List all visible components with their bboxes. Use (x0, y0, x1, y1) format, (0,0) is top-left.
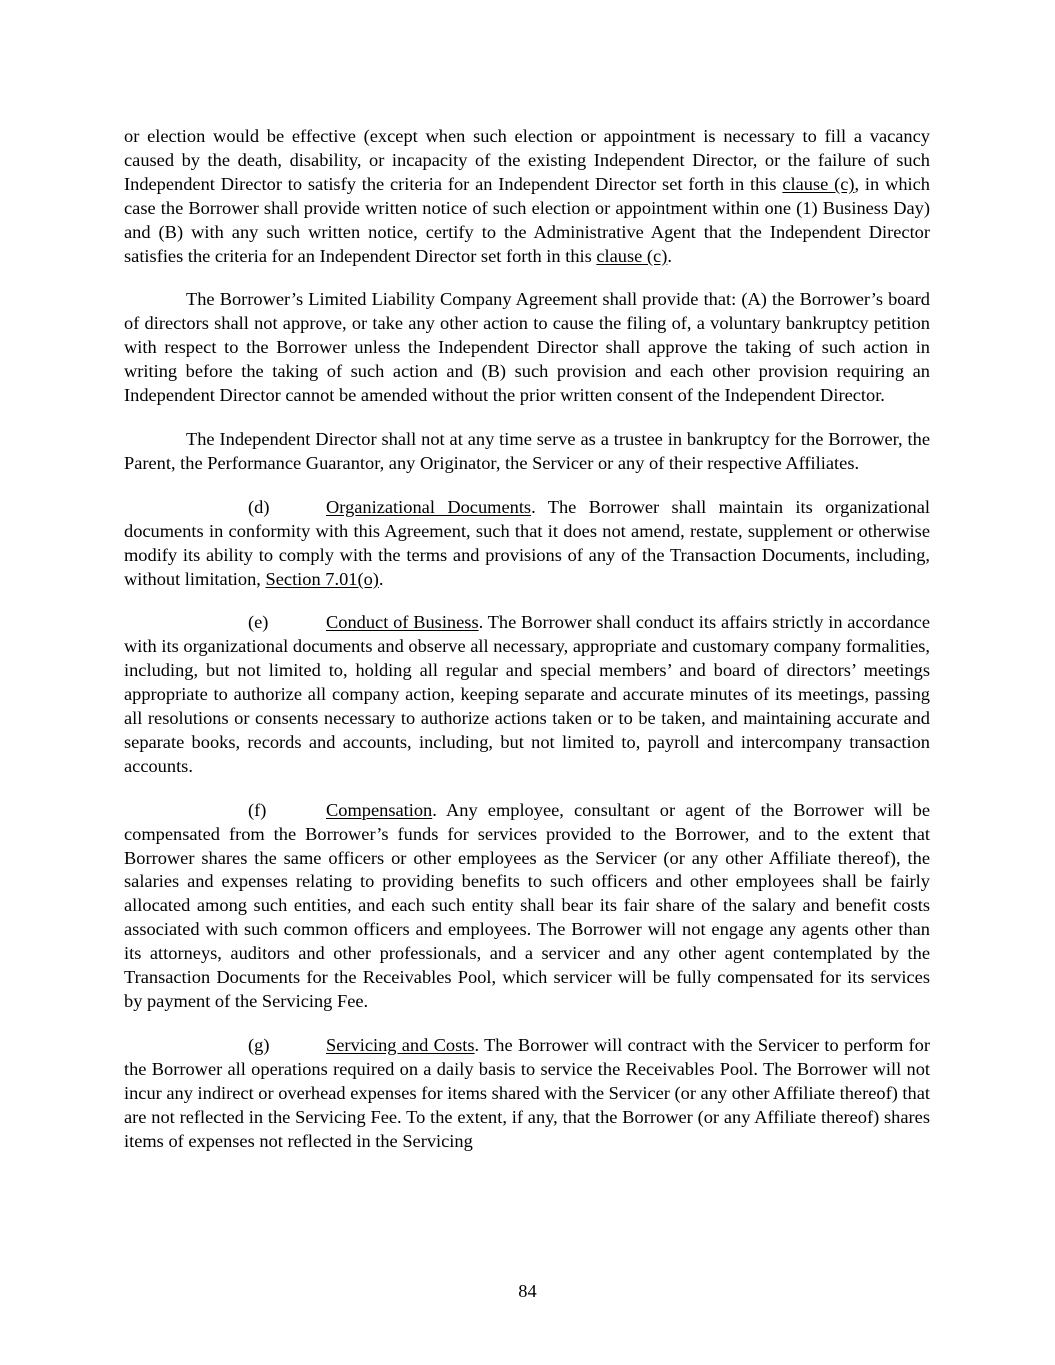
section-number: (d) (248, 496, 270, 517)
section-f (124, 799, 930, 1014)
section-g (124, 1034, 930, 1154)
section-text: . The Borrower will contract with the Servicer to perform for the Borrower all operations required on a daily basis to service the Receivables Pool. The Borrower will not incur any indirect or overhead expenses for items shared with the Servicer (or any other Affiliate thereof) that are not reflected in the Servicing Fee. To the extent, if any, that the Borrower (or any Affiliate thereof) shares items of expenses not reflected in the Servicing (124, 1034, 930, 1151)
document-page (124, 125, 930, 1173)
section-e (124, 611, 930, 778)
paragraph-independent-director: The Independent Director shall not at any time serve as a trustee in bankruptcy for the Borrower, the Parent, the Performance Guarantor, any Originator, the Servicer or any of their respective Affiliates. (124, 428, 930, 473)
section-number: (g) (248, 1034, 270, 1055)
paragraph-text: , in which case the Borrower shall provide written notice of such election or appointment within one (1) Business Day) and (B) with any such written notice, certify to the Administrative Agent that the Independent Director satisfies the criteria for an Independent Director set forth in this (124, 173, 930, 266)
page-number: 84 (518, 1281, 537, 1301)
section-heading: Conduct of Business (326, 612, 479, 633)
section-reference: Section 7.01(o) (265, 568, 379, 589)
section-heading: Servicing and Costs (326, 1034, 475, 1055)
section-number: (f) (248, 799, 267, 820)
section-heading: Compensation (326, 799, 433, 820)
section-text: . The Borrower shall conduct its affairs strictly in accordance with its organizational documents and observe all necessary, appropriate and customary company formalities, including, but not limited to, holding all regular and special members’ and board of directors’ meetings appropriate to authorize all company action, keeping separate and accurate minutes of its meetings, passing all resolutions or consents necessary to authorize actions taken or to be taken, and maintaining accurate and separate books, records and accounts, including, but not limited to, payroll and intercompany transaction accounts. (124, 612, 930, 776)
paragraph-text: . (667, 245, 672, 266)
clause-reference: clause (c) (782, 173, 855, 194)
section-text: . The Borrower shall maintain its organizational documents in conformity with this Agreement, such that it does not amend, restate, supplement or otherwise modify its ability to comply with the terms and provisions of any of the Transaction Documents, including, without limitation, (124, 496, 931, 589)
section-text: . Any employee, consultant or agent of the Borrower will be compensated from the Borrower’s funds for services provided to the Borrower, and to the extent that Borrower shares the same officers or other employees as the Servicer (or any other Affiliate thereof), the salaries and expenses relating to providing benefits to such officers and other employees shall be fairly allocated among such entities, and each such entity shall bear its fair share of the salary and benefit costs associated with such common officers and employees. The Borrower will not engage any agents other than its attorneys, auditors and other professionals, and a servicer and any other agent contemplated by the Transaction Documents for the Receivables Pool, which servicer will be fully compensated for its services by payment of the Servicing Fee. (124, 799, 930, 1011)
section-text: . (378, 568, 384, 589)
section-d (124, 496, 930, 592)
paragraph-continuation (124, 125, 930, 268)
paragraph-llc-agreement: The Borrower’s Limited Liability Company Agreement shall provide that: (A) the Borrower’s board of directors shall not approve, or take any other action to cause the filing of, a voluntary bankruptcy petition with respect to the Borrower unless the Independent Director shall approve the taking of such action in writing before the taking of such action and (B) such provision and each other provision requiring an Independent Director cannot be amended without the prior written consent of the Independent Director. (124, 289, 930, 406)
clause-reference: clause (c) (596, 245, 668, 266)
paragraph-text: or election would be effective (except when such election or appointment is necessary to fill a vacancy caused by the death, disability, or incapacity of the existing Independent Director, or the failure of such Independent Director to satisfy the criteria for an Independent Director set forth in this (124, 126, 930, 194)
section-number: (e) (248, 612, 269, 633)
section-heading: Organizational Documents (326, 496, 532, 517)
